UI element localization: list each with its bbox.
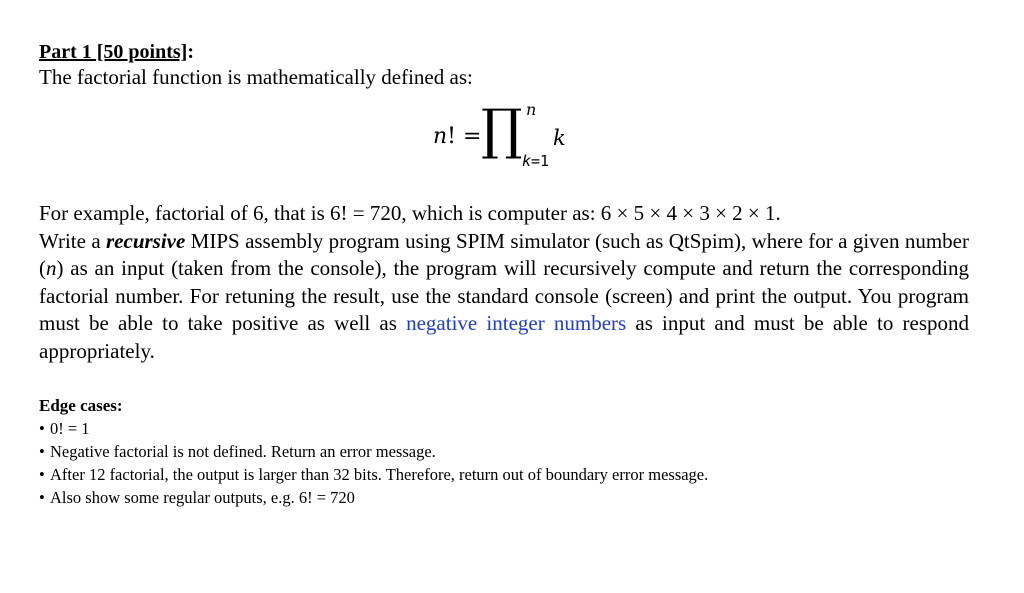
product-symbol: ∏: [481, 98, 523, 162]
part-heading: [39, 40, 969, 64]
list-item: [39, 486, 969, 509]
edge-case-text: Negative factorial is not defined. Return an error message.: [50, 442, 436, 461]
formula-lhs-rest: ! =: [447, 124, 482, 149]
product-term: k: [553, 126, 566, 150]
formula-lhs-var: n: [433, 124, 448, 149]
task-part-3: ) as an input (taken from the console), the program will recursively compute and return the corresponding factorial number. For retuning the result, use the standard console (screen) and print the output. You program must be able to take positive as well as: [39, 256, 969, 335]
factorial-formula: [39, 90, 969, 200]
edge-cases-title: Edge cases:: [39, 396, 123, 415]
list-item: [39, 463, 969, 486]
list-item: [39, 440, 969, 463]
bullet-icon: •: [39, 442, 45, 461]
formula-lhs: [433, 124, 481, 149]
task-text: [39, 228, 969, 366]
bullet-icon: •: [39, 419, 45, 438]
task-part-4: as input and must be able to respond appropriately.: [39, 311, 969, 363]
example-text: For example, factorial of 6, that is 6! = 720, which is computer as: 6 × 5 × 4 × 3 × 2 × 1.: [39, 201, 781, 225]
edge-case-text: After 12 factorial, the output is larger than 32 bits. Therefore, return out of boundary error message.: [50, 465, 709, 484]
product-lower-var: k: [522, 152, 532, 170]
negative-integer-highlight: negative integer numbers: [406, 311, 627, 335]
part-heading-colon: :: [187, 41, 194, 63]
bullet-icon: •: [39, 488, 45, 507]
product-lower-rest: =1: [531, 152, 550, 170]
task-part-2: MIPS assembly program using SPIM simulator (such as QtSpim), where for a given number (: [39, 228, 969, 280]
edge-case-text: 0! = 1: [50, 419, 90, 438]
edge-cases-section: [39, 395, 969, 509]
product-lower-limit: [522, 152, 549, 170]
intro-text: The factorial function is mathematically defined as:: [39, 65, 473, 89]
edge-case-text: Also show some regular outputs, e.g. 6! = 720: [50, 488, 355, 507]
task-n-var: n: [46, 256, 57, 280]
product-upper-limit: n: [526, 100, 537, 119]
document: [39, 40, 969, 509]
recursive-keyword: recursive: [106, 228, 186, 253]
task-part-1: Write a: [39, 228, 106, 253]
part-heading-title: Part 1 [50 points]: [39, 41, 188, 63]
list-item: [39, 417, 969, 440]
edge-cases-list: [39, 417, 969, 509]
bullet-icon: •: [39, 465, 45, 484]
